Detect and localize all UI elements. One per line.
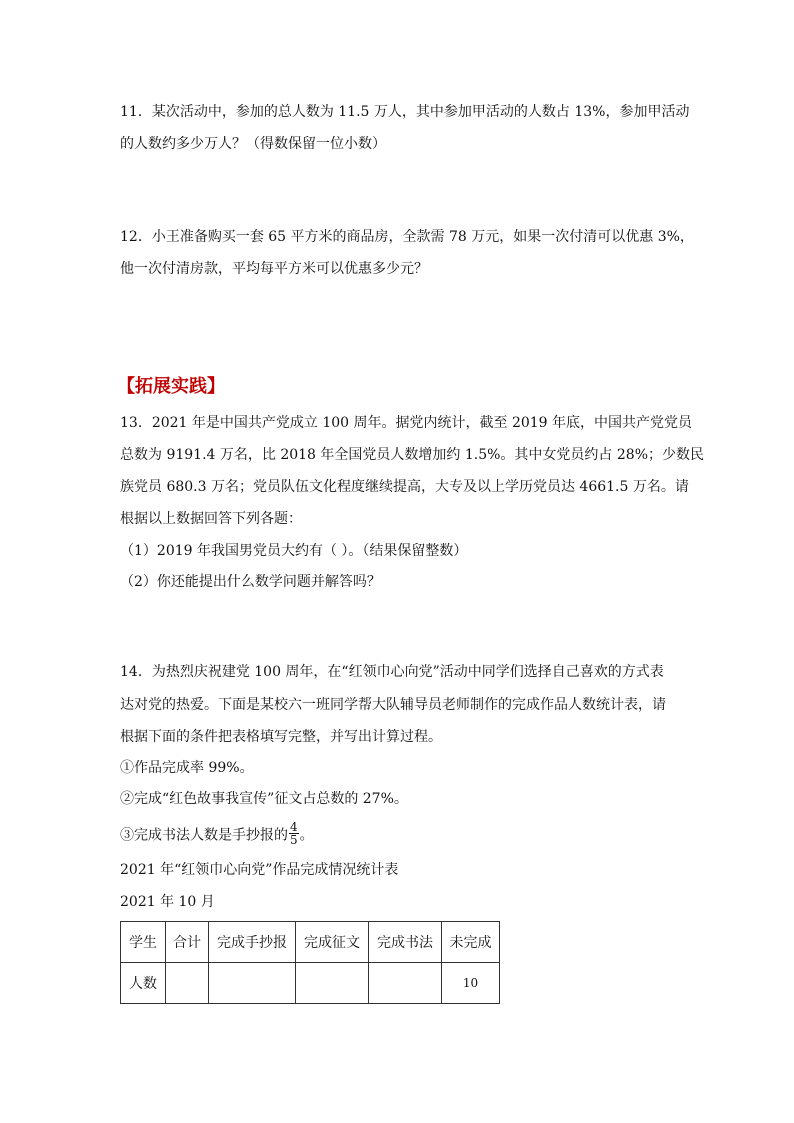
q14-condition-3 (120, 820, 314, 848)
value-cell-calligraphy[interactable] (369, 963, 442, 1004)
q14-condition-3-prefix: ③完成书法人数是手抄报的 (120, 827, 288, 844)
header-cell: 学生 (121, 922, 166, 963)
q12-line-1: 12．小王准备购买一套 65 平方米的商品房，全款需 78 万元，如果一次付清可以优惠 3%， (120, 229, 694, 245)
header-cell: 合计 (166, 922, 209, 963)
fraction-numerator: 4 (290, 820, 298, 834)
q11-line-1: 11．某次活动中，参加的总人数为 11.5 万人，其中参加甲活动的人数占 13%，参加甲活动 (120, 104, 690, 120)
stats-table (120, 921, 500, 1004)
q13-sub-2: （2）你还能提出什么数学问题并解答吗？ (120, 574, 381, 590)
fraction (289, 821, 299, 846)
value-cell-essay[interactable] (296, 963, 369, 1004)
header-cell: 未完成 (442, 922, 500, 963)
q13-line-1: 13．2021 年是中国共产党成立 100 周年。据党内统计，截至 2019 年底，中国共产党党员 (120, 415, 693, 431)
section-title: 【拓展实践】 (117, 376, 225, 397)
q14-line-3: 根据下面的条件把表格填写完整，并写出计算过程。 (120, 729, 442, 745)
header-cell: 完成手抄报 (209, 922, 296, 963)
q14-condition-3-suffix: 。 (299, 827, 314, 844)
q13-line-3: 族党员 680.3 万名；党员队伍文化程度继续提高，大专及以上学历党员达 4661.5 万名。请 (120, 479, 689, 495)
q13-line-4: 根据以上数据回答下列各题： (120, 511, 302, 527)
q14-condition-2: ②完成“红色故事我宣传”征文占总数的 27%。 (120, 791, 408, 807)
q14-condition-1: ①作品完成率 99%。 (120, 760, 254, 776)
value-cell-total[interactable] (166, 963, 209, 1004)
q13-sub-1: （1）2019 年我国男党员大约有（ ）。（结果保留整数） (120, 543, 468, 559)
q14-line-1: 14．为热烈庆祝建党 100 周年，在“红领巾心向党”活动中同学们选择自己喜欢的方式表 (120, 664, 664, 680)
header-cell: 完成征文 (296, 922, 369, 963)
table-row (121, 963, 500, 1004)
q12-line-2: 他一次付清房款，平均每平方米可以优惠多少元？ (120, 261, 428, 277)
table-title: 2021 年“红领巾心向党”作品完成情况统计表 (120, 862, 399, 878)
table-header-row (121, 922, 500, 963)
table-date: 2021 年 10 月 (120, 894, 215, 910)
header-cell: 完成书法 (369, 922, 442, 963)
value-cell-handwritten-paper[interactable] (209, 963, 296, 1004)
q14-line-2: 达对党的热爱。下面是某校六一班同学帮大队辅导员老师制作的完成作品人数统计表，请 (120, 697, 666, 713)
q13-line-2: 总数为 9191.4 万名，比 2018 年全国党员人数增加约 1.5%。其中女党员约占 28%；少数民 (120, 447, 704, 463)
q11-line-2: 的人数约多少万人？（得数保留一位小数） (120, 136, 386, 152)
value-cell-unfinished: 10 (442, 963, 500, 1004)
fraction-denominator: 5 (290, 833, 298, 847)
row-label-cell: 人数 (121, 963, 166, 1004)
